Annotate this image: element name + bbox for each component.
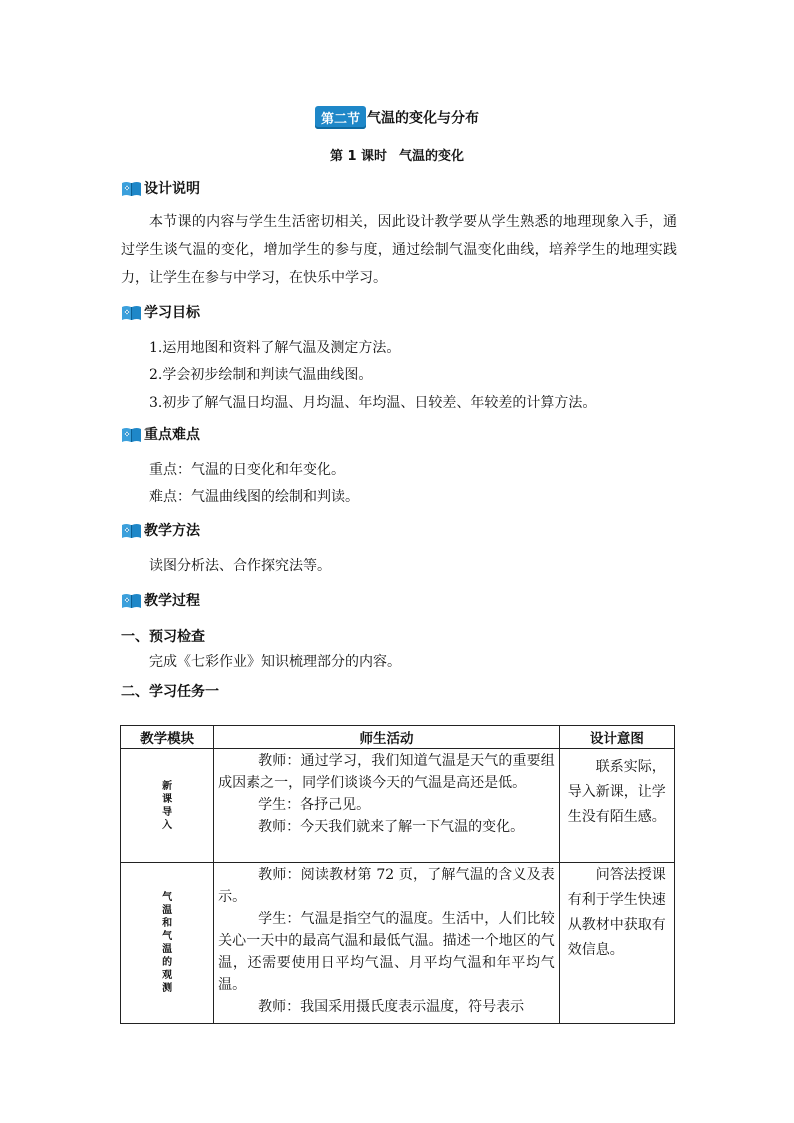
book-icon [121,592,142,609]
module-char: 入 [162,819,173,831]
activity-line: 教师：阅读教材第 72 页，了解气温的含义及表示。 [218,867,555,905]
activities-cell [214,863,560,1024]
activities-cell [214,749,560,863]
module-char: 课 [162,793,173,805]
difficult-point: 难点：气温曲线图的绘制和判读。 [149,489,359,505]
module-char: 温 [162,905,173,916]
module-cell [121,863,214,1024]
methods-heading [121,520,200,540]
activity-line: 教师：通过学习，我们知道气温是天气的重要组成因素之一，同学们谈谈今天的气温是高还是低。 [218,753,555,791]
header-intent: 设计意图 [559,726,674,749]
lesson-table [120,725,675,1024]
lesson-name: 气温的变化 [399,149,465,164]
module-char: 和 [162,918,173,929]
activity-line: 学生：各抒己见。 [258,797,371,813]
module-char: 观 [162,970,173,981]
module-char: 的 [162,957,173,968]
book-icon [121,180,142,197]
process-heading [121,590,200,610]
book-icon [121,522,142,539]
section-title [0,106,794,129]
objective-item: 2.学会初步绘制和判读气温曲线图。 [149,367,373,383]
activity-line: 教师：今天我们就来了解一下气温的变化。 [258,819,525,835]
objectives-heading-text: 学习目标 [144,305,200,321]
design-body: 本节课的内容与学生生活密切相关，因此设计教学要从学生熟悉的地理现象入手，通过学生谈气温的变化，增加学生的参与度，通过绘制气温变化曲线，培养学生的地理实践力，让学生在参与中学习，在快乐中学习。 [121,214,677,286]
table-header-row [121,726,675,749]
design-heading-text: 设计说明 [144,181,200,197]
process-heading-text: 教学过程 [144,593,200,609]
module-char: 温 [162,944,173,955]
intent-cell [559,749,674,863]
intent-text: 问答法授课有利于学生快速从教材中获取有效信息。 [567,867,666,958]
module-cell [121,749,214,863]
table-row [121,863,675,1024]
section-badge: 第二节 [315,106,366,129]
lesson-number: 第 1 课时 [329,149,388,164]
activity-line: 学生：气温是指空气的温度。生活中，人们比较关心一天中的最高气温和最低气温。描述一个地区的气温，还需要使用日平均气温、月平均气温和年平均气温。 [218,911,555,993]
module-char: 测 [162,983,173,994]
module-char: 导 [162,806,173,818]
objective-item: 3.初步了解气温日均温、月均温、年均温、日较差、年较差的计算方法。 [149,395,597,411]
section-title-text: 气温的变化与分布 [367,110,479,127]
intent-cell [559,863,674,1024]
objectives-heading [121,302,200,322]
methods-heading-text: 教学方法 [144,523,200,539]
step2-title: 二、学习任务一 [121,684,219,700]
keypoints-heading [121,424,200,444]
module-char: 气 [162,931,173,942]
key-point: 重点：气温的日变化和年变化。 [149,462,345,478]
keypoints-heading-text: 重点难点 [144,427,200,443]
header-activities: 师生活动 [214,726,560,749]
methods-body: 读图分析法、合作探究法等。 [149,558,331,574]
step1-body: 完成《七彩作业》知识梳理部分的内容。 [149,654,401,670]
design-heading [121,178,200,198]
module-char: 气 [162,892,173,903]
step1-title: 一、预习检查 [121,629,205,645]
lesson-title [0,145,794,164]
intent-text: 联系实际，导入新课，让学生没有陌生感。 [567,759,666,825]
module-char: 新 [162,780,173,792]
book-icon [121,304,142,321]
objective-item: 1.运用地图和资料了解气温及测定方法。 [149,340,401,356]
book-icon [121,426,142,443]
header-module: 教学模块 [121,726,214,749]
activity-line: 教师：我国采用摄氏度表示温度，符号表示 [258,999,525,1015]
table-row [121,749,675,863]
